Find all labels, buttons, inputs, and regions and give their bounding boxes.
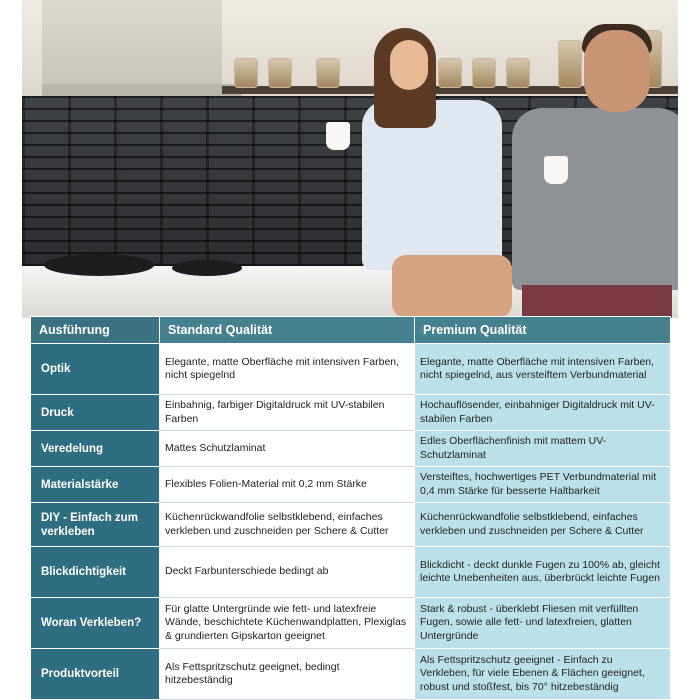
pan [172, 260, 242, 276]
premium-cell: Küchenrückwandfolie selbstklebend, einfaches verkleben und zuschneiden per Schere & Cutter [415, 503, 671, 547]
row-label: Produktvorteil [31, 649, 160, 700]
header-ausfuehrung: Ausführung [31, 317, 160, 344]
man-head [584, 30, 650, 112]
standard-cell: Mattes Schutzlaminat [160, 431, 415, 467]
jar [234, 58, 258, 88]
premium-cell: Als Fettspritzschutz geeignet - Einfach zu Verkleben, für viele Ebenen & Flächen geeignet, robust und stoßfest, bis 70° hitzebeständig [415, 649, 671, 700]
table-row [31, 598, 671, 649]
jar [558, 40, 582, 88]
premium-cell: Elegante, matte Oberfläche mit intensiven Farben, nicht spiegelnd, aus versteiftem Verbundmaterial [415, 344, 671, 395]
standard-cell: Einbahnig, farbiger Digitaldruck mit UV-stabilen Farben [160, 395, 415, 431]
table-row [31, 649, 671, 700]
man-pants [522, 285, 672, 318]
row-label: Woran Verkleben? [31, 598, 160, 649]
mug [326, 122, 350, 150]
table-row [31, 503, 671, 547]
header-premium: Premium Qualität [415, 317, 671, 344]
jar [506, 58, 530, 88]
premium-cell: Hochauflösender, einbahniger Digitaldruck mit UV-stabilen Farben [415, 395, 671, 431]
table-row [31, 467, 671, 503]
premium-cell: Blickdicht - deckt dunkle Fugen zu 100% ab, gleicht leichte Unebenheiten aus, überbrückt leichte Fugen [415, 547, 671, 598]
woman-legs [392, 255, 512, 318]
table-row [31, 395, 671, 431]
standard-cell: Küchenrückwandfolie selbstklebend, einfaches verkleben und zuschneiden per Schere & Cutter [160, 503, 415, 547]
row-label: Blickdichtigkeit [31, 547, 160, 598]
standard-cell: Als Fettspritzschutz geeignet, bedingt hitzebeständig [160, 649, 415, 700]
comparison-table [30, 316, 671, 700]
row-label: Optik [31, 344, 160, 395]
pan [44, 254, 154, 276]
standard-cell: Elegante, matte Oberfläche mit intensiven Farben, nicht spiegelnd [160, 344, 415, 395]
premium-cell: Edles Oberflächenfinish mit mattem UV-Schutzlaminat [415, 431, 671, 467]
table-row [31, 344, 671, 395]
table-row [31, 547, 671, 598]
range-hood-base [42, 84, 242, 96]
table-header-row [31, 317, 671, 344]
man [512, 108, 678, 290]
jar [438, 58, 462, 88]
header-standard: Standard Qualität [160, 317, 415, 344]
row-label: Materialstärke [31, 467, 160, 503]
mug [544, 156, 568, 184]
premium-cell: Versteiftes, hochwertiges PET Verbundmaterial mit 0,4 mm Stärke für besserte Haltbarkeit [415, 467, 671, 503]
range-hood [42, 0, 222, 90]
standard-cell: Für glatte Untergründe wie fett- und latexfreie Wände, beschichtete Küchenwandplatten, Plexiglas & grundierten Gipskarton geeignet [160, 598, 415, 649]
woman-face [390, 40, 428, 90]
kitchen-couple-photo [22, 0, 678, 318]
row-label: DIY - Einfach zum verkleben [31, 503, 160, 547]
standard-cell: Flexibles Folien-Material mit 0,2 mm Stärke [160, 467, 415, 503]
table-row [31, 431, 671, 467]
jar [316, 58, 340, 88]
row-label: Veredelung [31, 431, 160, 467]
row-label: Druck [31, 395, 160, 431]
jar [472, 58, 496, 88]
premium-cell: Stark & robust - überklebt Fliesen mit verfüllten Fugen, sowie alle fett- und latexfreien, glatten Untergründe [415, 598, 671, 649]
jar [268, 58, 292, 88]
standard-cell: Deckt Farbunterschiede bedingt ab [160, 547, 415, 598]
